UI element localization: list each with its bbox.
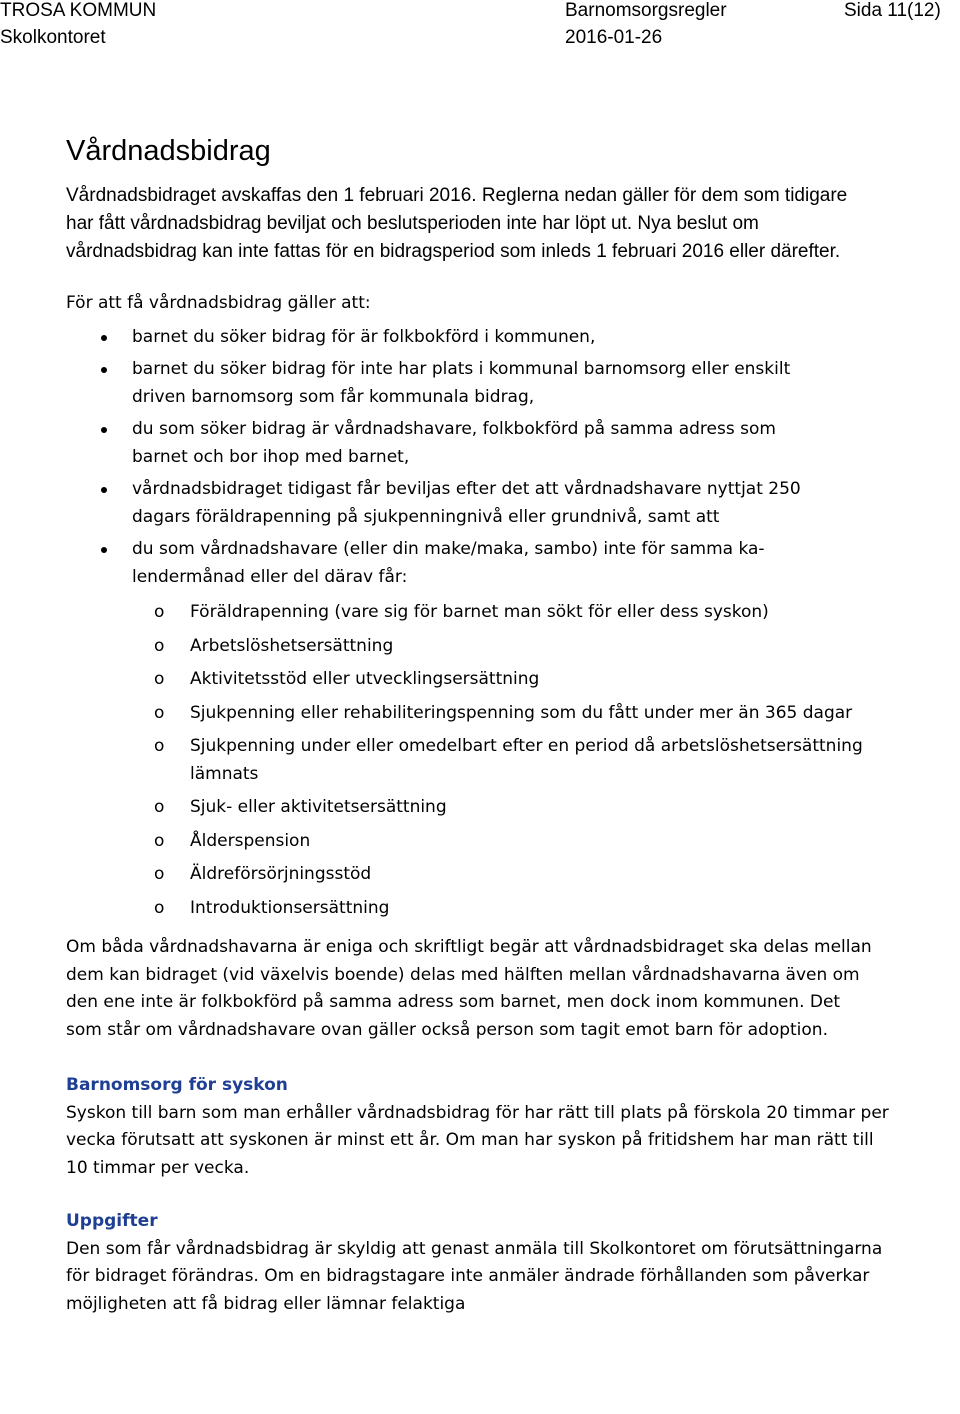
list-item — [66, 356, 906, 411]
circle-bullet-icon: o — [154, 797, 165, 817]
sublist-item-text: Äldreförsörjningsstöd — [190, 864, 372, 884]
sublist-item-text: Ålderspension — [190, 830, 311, 851]
bullet-icon — [101, 547, 107, 553]
list-item-text: du som söker bidrag är vårdnadshavare, folkbokförd på samma adress som barnet och bor ihop med barnet, — [132, 419, 776, 467]
header-page-number: Sida 11(12) — [844, 0, 941, 21]
header-doc-title: Barnomsorgsregler — [565, 0, 727, 21]
header-org: TROSA KOMMUN — [0, 0, 157, 21]
page-title: Vårdnadsbidrag — [66, 135, 271, 167]
sublist-item — [66, 633, 906, 661]
section-text-information: Den som får vårdnadsbidrag är skyldig att genast anmäla till Skolkontoret om förutsättningarna för bidraget förändras. Om en bidragstagare inte anmäler ändrade förhållanden som påverkar möjligheten att få bidrag eller lämnar felaktiga — [66, 1238, 883, 1314]
circle-bullet-icon: o — [154, 635, 165, 656]
sublist-item — [66, 700, 906, 728]
sublist-item-text: Introduktionsersättning — [190, 897, 390, 918]
sublist-item — [66, 733, 906, 788]
intro-paragraph: Vårdnadsbidraget avskaffas den 1 februari 2016. Reglerna nedan gäller för dem som tidigare har fått vårdnadsbidrag beviljat och beslutsperioden inte har löpt ut. Nya beslut om vårdnadsbidrag kan inte fattas för en bidragsperiod som inleds 1 februari 2016 eller därefter. — [66, 185, 848, 262]
bullet-icon — [101, 335, 107, 341]
sublist-item-text: Sjukpenning eller rehabiliteringspenning som du fått under mer än 365 dagar — [190, 702, 853, 723]
shared-custody-paragraph: Om båda vårdnadshavarna är eniga och skriftligt begär att vårdnadsbidraget ska delas mellan dem kan bidraget (vid växelvis boende) delas med hälften mellan vårdnadshavarna även om den ene inte är folkbokförd på samma adress som barnet, men dock inom kommunen. Det som står om vårdnadshavare ovan gäller också person som tagit emot barn för adoption. — [66, 937, 872, 1040]
section-text-siblings: Syskon till barn som man erhåller vårdnadsbidrag för har rätt till plats på förskola 20 timmar per vecka förutsatt att syskonen är minst ett år. Om man har syskon på fritidshem har man rätt till 10 timmar per vecka. — [66, 1102, 889, 1178]
circle-bullet-icon: o — [154, 830, 165, 851]
sublist-item-text: Arbetslöshetsersättning — [190, 635, 394, 656]
list-item — [66, 416, 906, 471]
sublist-item — [66, 794, 906, 822]
circle-bullet-icon: o — [154, 669, 165, 689]
bullet-icon — [101, 367, 107, 373]
sublist-item-text: Sjukpenning under eller omedelbart efter en period då arbetslöshetsersättning lämnats — [190, 736, 863, 784]
benefits-sublist — [66, 599, 906, 922]
sublist-item — [66, 666, 906, 694]
section-heading-information: Uppgifter — [66, 1211, 158, 1231]
sublist-item-text: Föräldrapenning (vare sig för barnet man sökt för eller dess syskon) — [190, 602, 769, 622]
circle-bullet-icon: o — [154, 864, 165, 884]
section-heading-siblings: Barnomsorg för syskon — [66, 1075, 288, 1095]
list-item-text: du som vårdnadshavare (eller din make/maka, sambo) inte för samma kalendermånad eller del därav får: — [132, 539, 765, 587]
sublist-item-text: Sjuk- eller aktivitetsersättning — [190, 797, 447, 817]
conditions-list — [66, 324, 906, 923]
list-item-text: barnet du söker bidrag för inte har plats i kommunal barnomsorg eller enskilt driven barnomsorg som får kommunala bidrag, — [132, 359, 791, 407]
bullet-icon — [101, 427, 107, 433]
list-item-text: barnet du söker bidrag för är folkbokförd i kommunen, — [132, 326, 596, 347]
bullet-icon — [101, 487, 107, 493]
list-item — [66, 324, 906, 352]
conditions-lead: För att få vårdnadsbidrag gäller att: — [66, 293, 371, 313]
circle-bullet-icon: o — [154, 702, 165, 723]
circle-bullet-icon: o — [154, 602, 165, 622]
document-body — [66, 132, 906, 1318]
circle-bullet-icon: o — [154, 736, 165, 756]
sublist-item — [66, 895, 906, 923]
sublist-item — [66, 828, 906, 856]
sublist-item — [66, 861, 906, 889]
list-item — [66, 536, 906, 922]
sublist-item-text: Aktivitetsstöd eller utvecklingsersättning — [190, 669, 540, 689]
header-dept: Skolkontoret — [0, 27, 106, 48]
list-item — [66, 476, 906, 531]
sublist-item — [66, 599, 906, 627]
list-item-text: vårdnadsbidraget tidigast får beviljas efter det att vårdnadshavare nyttjat 250 dagars föräldrapenning på sjukpenningnivå eller grundnivå, samt att — [132, 479, 801, 527]
circle-bullet-icon: o — [154, 897, 165, 918]
header-date: 2016-01-26 — [565, 27, 663, 48]
